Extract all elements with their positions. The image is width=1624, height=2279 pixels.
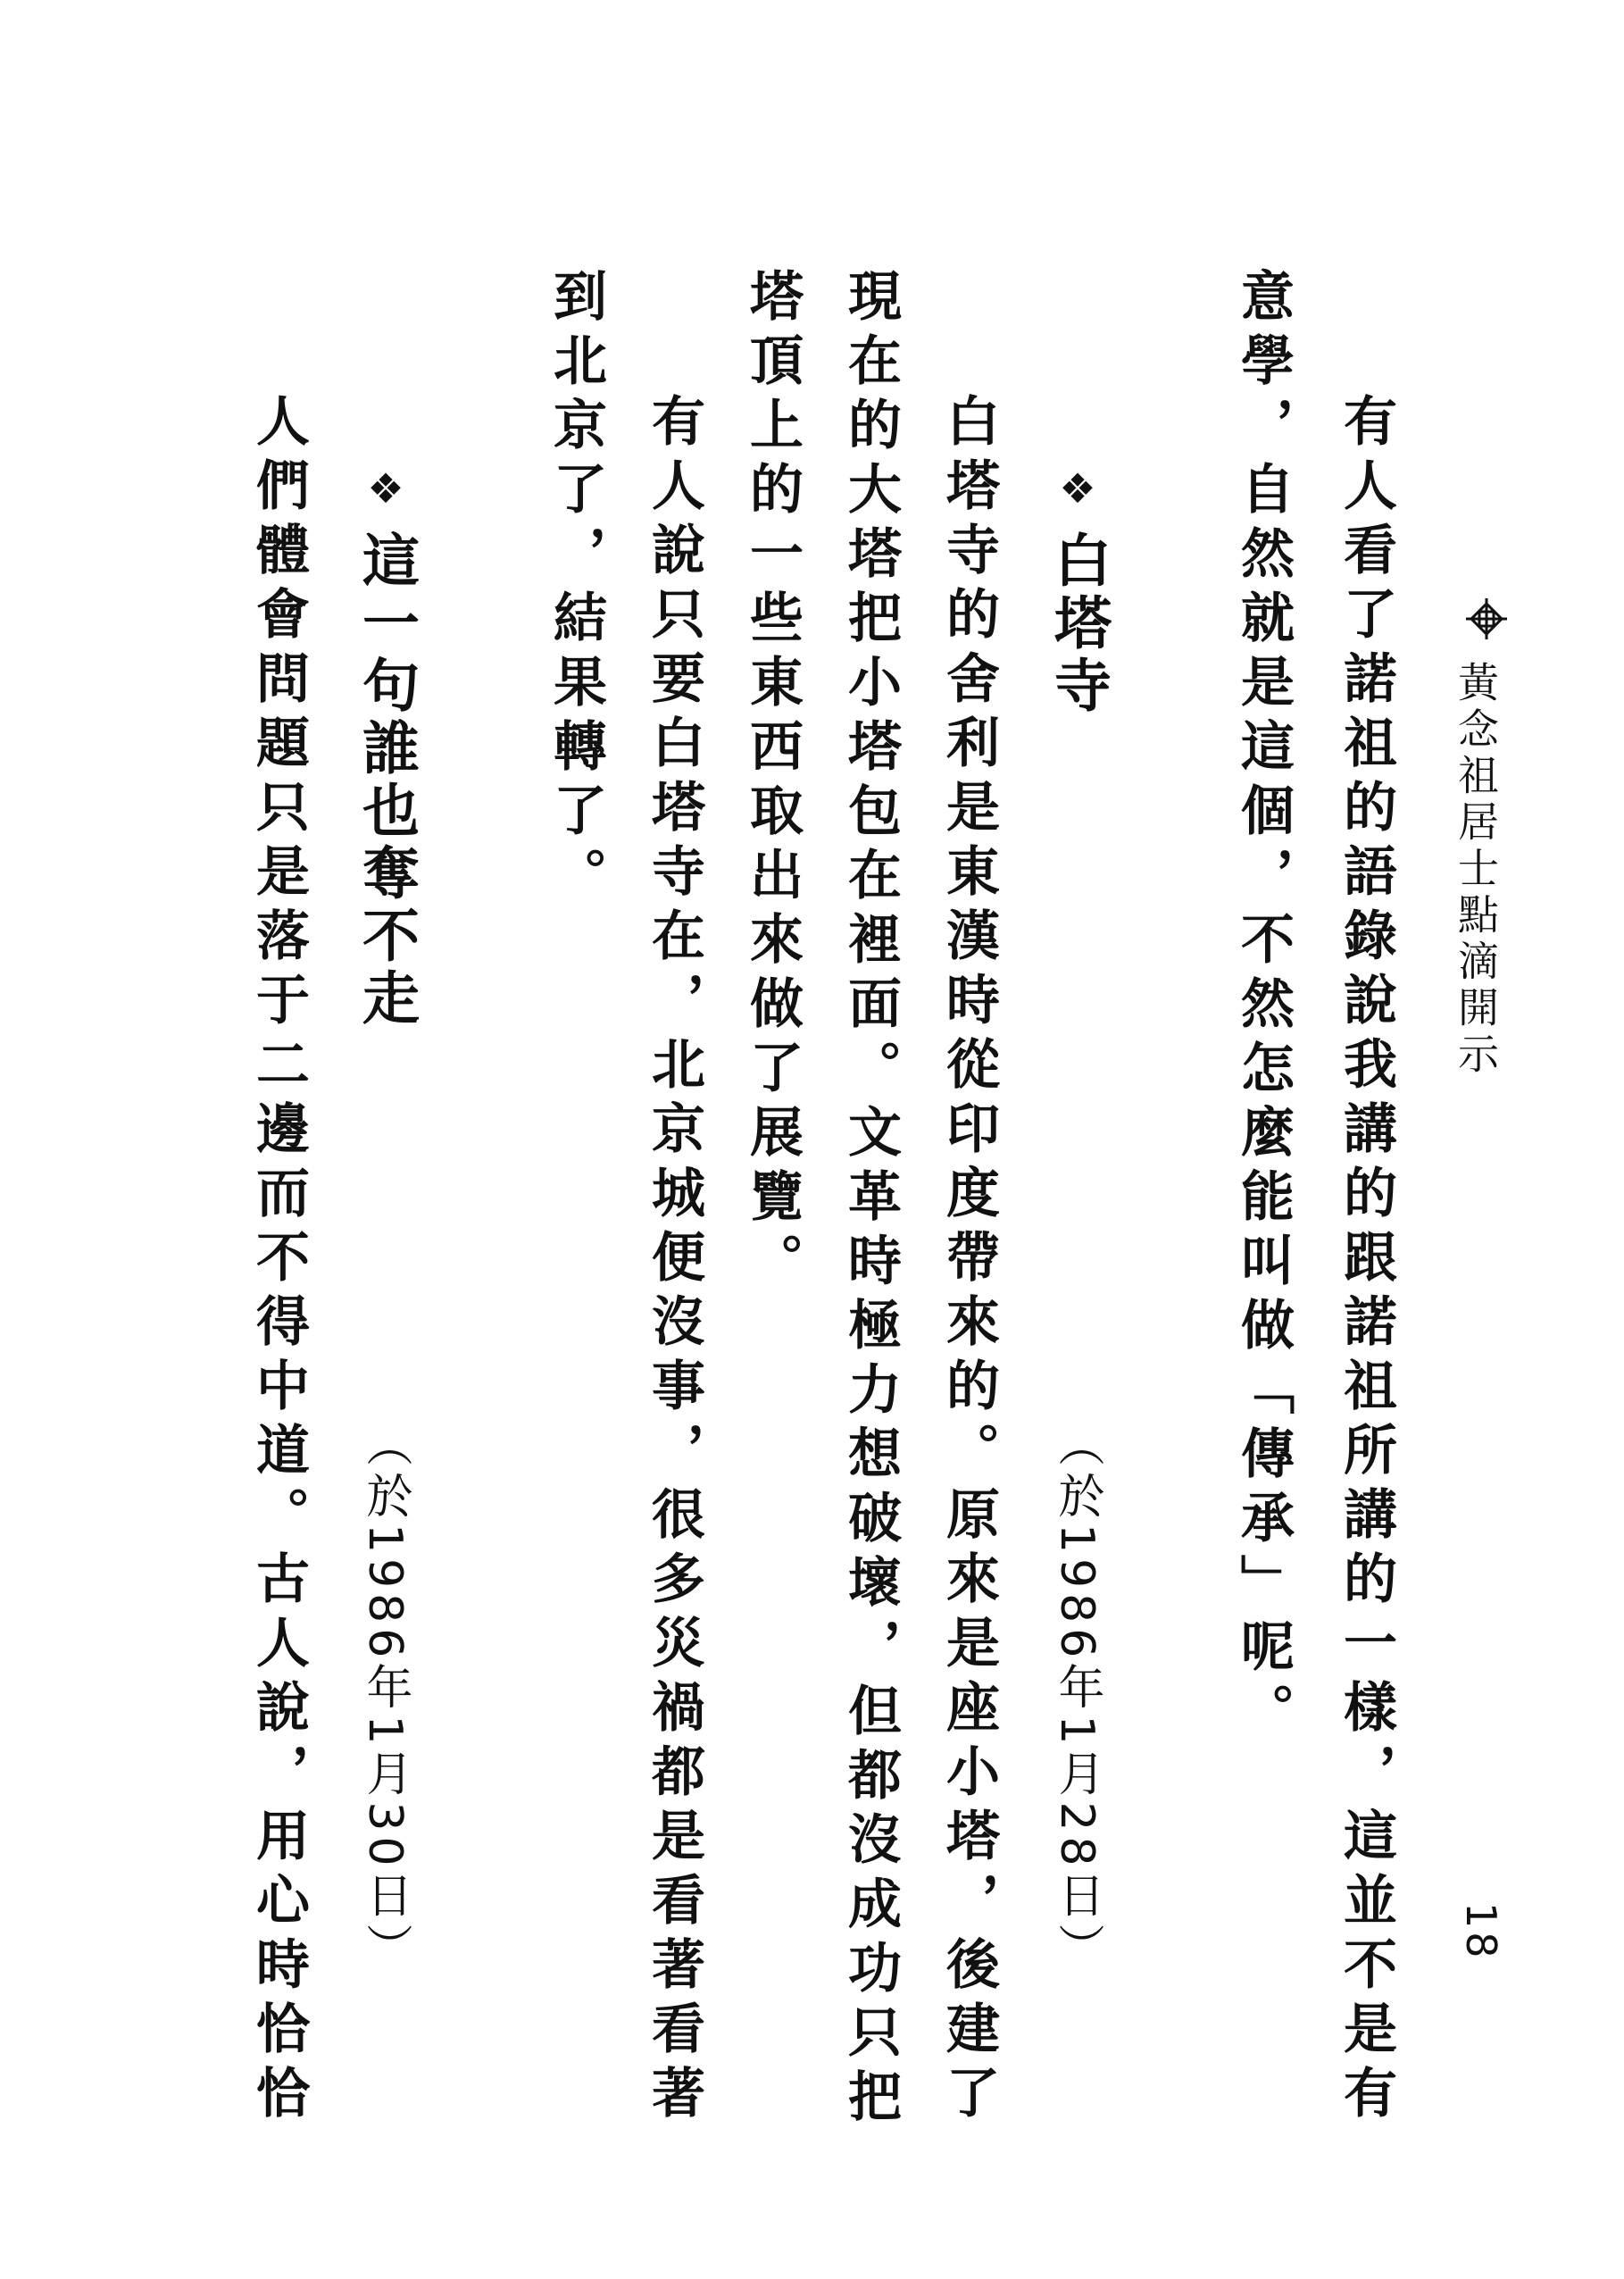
bullet-diamond-icon: ❖ (1054, 464, 1102, 518)
section-1-heading: 白塔寺 (1045, 530, 1111, 718)
section-2-heading-group (353, 464, 419, 1031)
section-1-column-5: 到北京了，結果轉了。 (545, 268, 607, 911)
section-1-column-4: 有人說只要白塔寺在，北京城便沒事，很多災禍都是看著看著 (643, 393, 705, 2129)
section-2-heading: 這一句誰也奪不走 (353, 530, 419, 1031)
section-1-column-3: 塔頂上的一些東西取出來做了展覽。 (741, 268, 804, 1297)
section-1-heading-group (1045, 464, 1111, 718)
paragraph-1-column-1: 有人看了諾祖的語錄說我講的跟諾祖所講的一樣，這並不是有 (1335, 393, 1397, 2129)
diamond-knot-icon (1464, 597, 1509, 641)
page-number: 18 (1457, 1902, 1505, 1962)
section-1-column-1: 白塔寺的舍利是東漢時從印度帶來的。原來是座小塔，後建了 (937, 393, 1000, 2129)
section-2-column-1: 人們體會問題只是落于二邊而不得中道。古人說，用心時恰恰 (247, 393, 310, 2129)
section-1-date: （於1986年1月28日） (1050, 1420, 1103, 1975)
paragraph-1-column-2: 意學，自然就是這個，不然怎麼能叫做「傳承」呢。 (1232, 268, 1295, 1747)
section-2-date: （於1986年1月30日） (358, 1420, 412, 1975)
section-1-column-2: 現在的大塔把小塔包在裡面。文革時極力想破壞，但都沒成功只把 (839, 268, 902, 2133)
running-header-title: 黃念祖居士點滴開示 (1452, 661, 1500, 1079)
bullet-diamond-icon: ❖ (362, 464, 410, 518)
